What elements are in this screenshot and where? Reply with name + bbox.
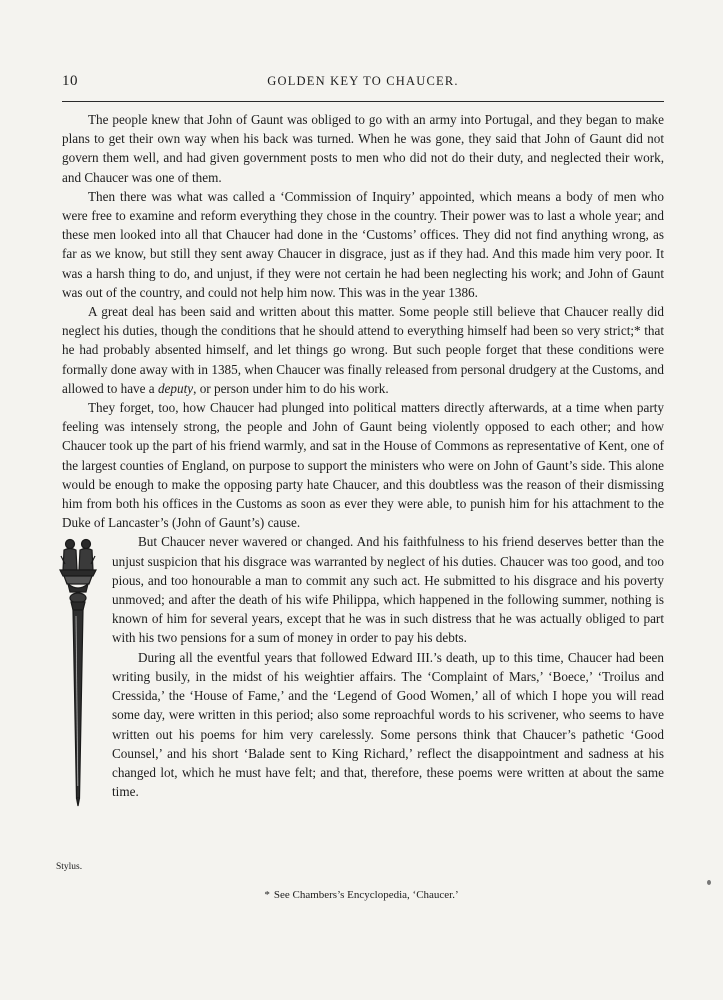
page-header [62,70,664,94]
paragraph-2: Then there was what was called a ‘Commission of Inquiry’ appointed, which means a body of men who were free to examine and reform everything they chose in the country. Their power was to last a whole year; and these men looked into all that Chaucer had done in the ‘Customs’ offices. They did not find anything wrong, as far as we know, but still they sent away Chaucer in disgrace, just as if they had. And this made him very poor. It was a harsh thing to do, and unjust, if they were not certain he had been neglecting his work; and John of Gaunt was out of the country, and could not help him now. This was in the year 1386. [62,188,664,300]
running-title: GOLDEN KEY TO CHAUCER. [267,74,459,88]
stylus-caption: Stylus. [56,862,83,872]
margin-speck [707,880,711,885]
paragraph-3-text-b: , or person under him to do his work. [193,380,389,396]
header-rule [62,101,664,102]
footnote-mark: * [264,889,270,901]
paragraph-3 [62,302,664,398]
paragraph-6: During all the eventful years that followed Edward III.’s death, up to this time, Chaucer had been writing busily, in the midst of his weightier affairs. The ‘Complaint of Mars,’ ‘Boece,’ ‘Troilus and Cressida,’ the ‘House of Fame,’ and the ‘Legend of Good Women,’ all of which I hope you will read some day, were written in this period; also some reproachful words to his scrivener, who seems to have written out his poems for him very carelessly. Some persons think that Chaucer’s pathetic ‘Good Counsel,’ and his short ‘Balade sent to King Richard,’ reflect the disappointment and sadness at his changed lot, which he must have felt; and that, therefore, these poems were written at about the same time. [112,649,664,800]
footnote-text: See Chambers’s Encyclopedia, ‘Chaucer.’ [273,889,459,901]
paragraph-1: The people knew that John of Gaunt was obliged to go with an army into Portugal, and they began to make plans to get their own way when his back was turned. When he was gone, they said that John of Gaunt did not govern them well, and had given government posts to men who did not do their duty, and neglected their work, and Chaucer was one of them. [62,112,664,185]
paragraph-3-text-a: A great deal has been said and written about this matter. Some people still believe that Chaucer really did neglect his duties, though the conditions that he should attend to everything himself had been so very strict;* that he had probably absented himself, and let things go wrong. But such people forget that these conditions were formally done away with in 1385, when Chaucer was finally released from personal drudgery at the Customs, and allowed to have a [62,304,664,396]
stylus-illustration [56,536,100,808]
footnote [0,889,723,901]
page-number: 10 [62,73,78,89]
body-text [62,110,664,808]
paragraph-5: But Chaucer never wavered or changed. And his faithfulness to his friend deserves better than the unjust suspicion that his disgrace was warranted by neglect of his duties. Chaucer was too good, and too pious, and too honourable a man to commit any such act. He submitted to his disgrace and his poverty unmoved; and after the death of his wife Philippa, which happened in the following summer, nothing is known of him for several years, except that he was in such distress that he was actually obliged to part with his two pensions for a sum of money in order to pay his debts. [112,534,664,646]
deputy-emphasis: deputy [157,380,194,396]
paragraph-4: They forget, too, how Chaucer had plunged into political matters directly afterwards, at a time when party feeling was intensely strong, the people and John of Gaunt being violently opposed to each other; and how Chaucer took up the part of his friend warmly, and sat in the House of Commons as representative of Kent, one of the largest counties of England, on purpose to support the ministers who were on John of Gaunt’s side. This alone would be enough to make the opposing party hate Chaucer, and this doubtless was the reason of their dismissing him from both his offices in the Customs as soon as ever they were able, to punish him for his attachment to the Duke of Lancaster’s (John of Gaunt’s) cause. [62,400,664,531]
